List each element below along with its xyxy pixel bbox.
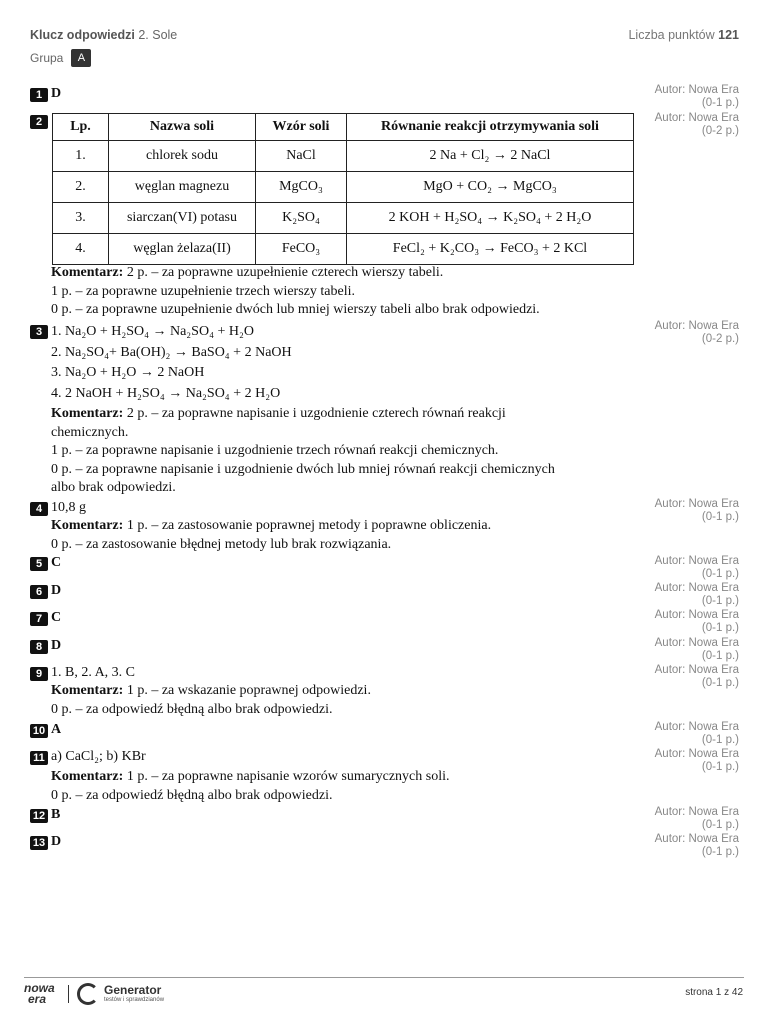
nowa-era-logo [24,983,55,1005]
author-label: Autor: Nowa Era [654,748,739,760]
answer: D [51,86,62,101]
answer: B [51,807,61,822]
table-row [53,172,634,203]
document-title [30,28,177,42]
comment-block [51,264,540,320]
question-number: 13 [30,836,48,850]
cell-formula: K₂SO₄ [256,203,347,234]
equation-line: 3. Na₂O + H₂O → 2 NaOH [51,365,205,380]
generator-subtitle: testów i sprawdzianów [104,997,165,1003]
author-info [655,84,739,110]
author-label: Autor: Nowa Era [654,806,739,818]
author-label: Autor: Nowa Era [654,637,739,649]
points-range: (0-1 p.) [701,677,739,689]
author-label: Autor: Nowa Era [654,582,739,594]
cell-name: węglan magnezu [109,172,256,203]
question-number: 1 [30,88,48,102]
comment-label: Komentarz: [51,769,124,784]
answer: a) CaCl₂; b) KBr [51,749,146,764]
generator-logo-icon [77,983,99,1005]
points-range: (0-1 p.) [701,761,739,773]
points-range: (0-1 p.) [701,846,739,858]
table-header-row [53,114,634,141]
footer-divider [24,977,744,978]
logo-text: nowa [24,981,55,995]
author-label: Autor: Nowa Era [654,498,739,510]
answer: 1. B, 2. A, 3. C [51,665,136,680]
column-header: Równanie reakcji otrzymywania soli [347,114,634,141]
answer: A [51,722,62,737]
comment-line: 1 p. – za wskazanie poprawnej odpowiedzi. [126,683,371,698]
author-label: Autor: Nowa Era [654,833,739,845]
points-range: (0-2 p.) [701,125,739,137]
points-range: (0-1 p.) [701,97,739,109]
author-info [655,609,739,635]
comment-line: 1 p. – za poprawne napisanie wzorów sumarycznych soli. [126,769,450,784]
cell-lp: 4. [53,234,109,265]
question-number: 11 [30,751,48,765]
comment-block [51,405,555,498]
question-number: 6 [30,585,48,599]
table-row [53,234,634,265]
cell-formula: FeCO₃ [256,234,347,265]
cell-lp: 2. [53,172,109,203]
group-badge: A [71,49,91,67]
cell-formula: NaCl [256,141,347,172]
equation-line: 2. Na₂SO₄+ Ba(OH)₂ → BaSO₄ + 2 NaOH [51,344,292,360]
question-number: 7 [30,612,48,626]
comment-label: Komentarz: [51,406,124,421]
author-info [655,498,739,524]
cell-equation: FeCl₂ + K₂CO₃ → FeCO₃ + 2 KCl [347,234,634,265]
answer: D [51,583,62,598]
title-topic: 2. Sole [138,28,178,42]
generator-label: Generator [104,983,162,997]
comment-line: 0 p. – za poprawne uzupełnienie dwóch lub mniej wierszy tabeli albo brak odpowiedzi. [51,302,540,317]
equation-line: 1. Na₂O + H₂SO₄ → Na₂SO₄ + H₂O [51,324,254,339]
points-value: 121 [718,28,739,42]
equation-line: 4. 2 NaOH + H₂SO₄ → Na₂SO₄ + 2 H₂O [51,385,281,401]
comment-label: Komentarz: [51,518,124,533]
author-label: Autor: Nowa Era [654,664,739,676]
comment-line: albo brak odpowiedzi. [51,480,176,495]
points-range: (0-1 p.) [701,734,739,746]
points-range: (0-1 p.) [701,622,739,634]
table-row [53,141,634,172]
answer: D [51,834,62,849]
column-header: Wzór soli [256,114,347,141]
comment-line: 2 p. – za poprawne napisanie i uzgodnienie czterech równań reakcji [126,406,506,421]
column-header: Lp. [53,114,109,141]
cell-formula: MgCO₃ [256,172,347,203]
author-label: Autor: Nowa Era [654,609,739,621]
points-range: (0-1 p.) [701,595,739,607]
group-row [30,49,91,67]
table-row [53,203,634,234]
points-label: Liczba punktów [628,28,715,42]
author-label: Autor: Nowa Era [654,320,739,332]
comment-line: 0 p. – za zastosowanie błędnej metody lub brak rozwiązania. [51,536,392,552]
equations-block [51,322,292,404]
salts-table [52,113,634,265]
logo-text: era [28,992,47,1006]
comment-line: chemicznych. [51,424,129,440]
cell-name: chlorek sodu [109,141,256,172]
cell-equation: MgO + CO₂ → MgCO₃ [347,172,634,203]
comment-block [51,768,450,805]
author-info [655,320,739,346]
comment-line: 0 p. – za poprawne napisanie i uzgodnienie dwóch lub mniej równań reakcji chemicznych [51,461,555,477]
points-range: (0-1 p.) [701,819,739,831]
answer: D [51,638,62,653]
answer: 10,8 g [51,500,86,515]
points-range: (0-1 p.) [701,650,739,662]
author-info [655,555,739,581]
author-label: Autor: Nowa Era [654,721,739,733]
comment-block [51,682,371,719]
question-number: 12 [30,809,48,823]
title-key: Klucz odpowiedzi [30,28,135,42]
author-info [655,748,739,774]
question-number: 9 [30,667,48,681]
author-info [655,582,739,608]
question-number: 4 [30,502,48,516]
question-number: 3 [30,325,48,339]
question-number: 2 [30,115,48,129]
author-info [655,664,739,690]
comment-line: 1 p. – za poprawne napisanie i uzgodnienie trzech równań reakcji chemicznych. [51,443,499,458]
author-label: Autor: Nowa Era [654,112,739,124]
author-info [655,833,739,859]
group-label: Grupa [30,51,64,65]
cell-equation: 2 Na + Cl₂ → 2 NaCl [347,141,634,172]
points-range: (0-2 p.) [701,333,739,345]
author-info [655,637,739,663]
comment-line: 0 p. – za odpowiedź błędną albo brak odpowiedzi. [51,701,333,717]
cell-lp: 1. [53,141,109,172]
question-number: 8 [30,640,48,654]
answer: C [51,610,62,625]
cell-name: węglan żelaza(II) [109,234,256,265]
comment-label: Komentarz: [51,265,124,280]
author-label: Autor: Nowa Era [654,84,739,96]
author-label: Autor: Nowa Era [654,555,739,567]
author-info [655,721,739,747]
question-number: 10 [30,724,48,738]
answer: C [51,555,62,570]
cell-name: siarczan(VI) potasu [109,203,256,234]
comment-line: 0 p. – za odpowiedź błędną albo brak odpowiedzi. [51,787,333,803]
logo-separator [68,985,69,1003]
comment-block [51,517,491,554]
comment-line: 1 p. – za zastosowanie poprawnej metody i poprawne obliczenia. [126,518,492,533]
points-total [628,28,739,42]
question-number: 5 [30,557,48,571]
comment-line: 2 p. – za poprawne uzupełnienie czterech wierszy tabeli. [126,265,444,280]
page-number: strona 1 z 42 [685,987,743,998]
column-header: Nazwa soli [109,114,256,141]
author-info [655,112,739,138]
cell-lp: 3. [53,203,109,234]
points-range: (0-1 p.) [701,568,739,580]
comment-label: Komentarz: [51,683,124,698]
cell-equation: 2 KOH + H₂SO₄ → K₂SO₄ + 2 H₂O [347,203,634,234]
author-info [655,806,739,832]
comment-line: 1 p. – za poprawne uzupełnienie trzech wierszy tabeli. [51,283,355,299]
points-range: (0-1 p.) [701,511,739,523]
